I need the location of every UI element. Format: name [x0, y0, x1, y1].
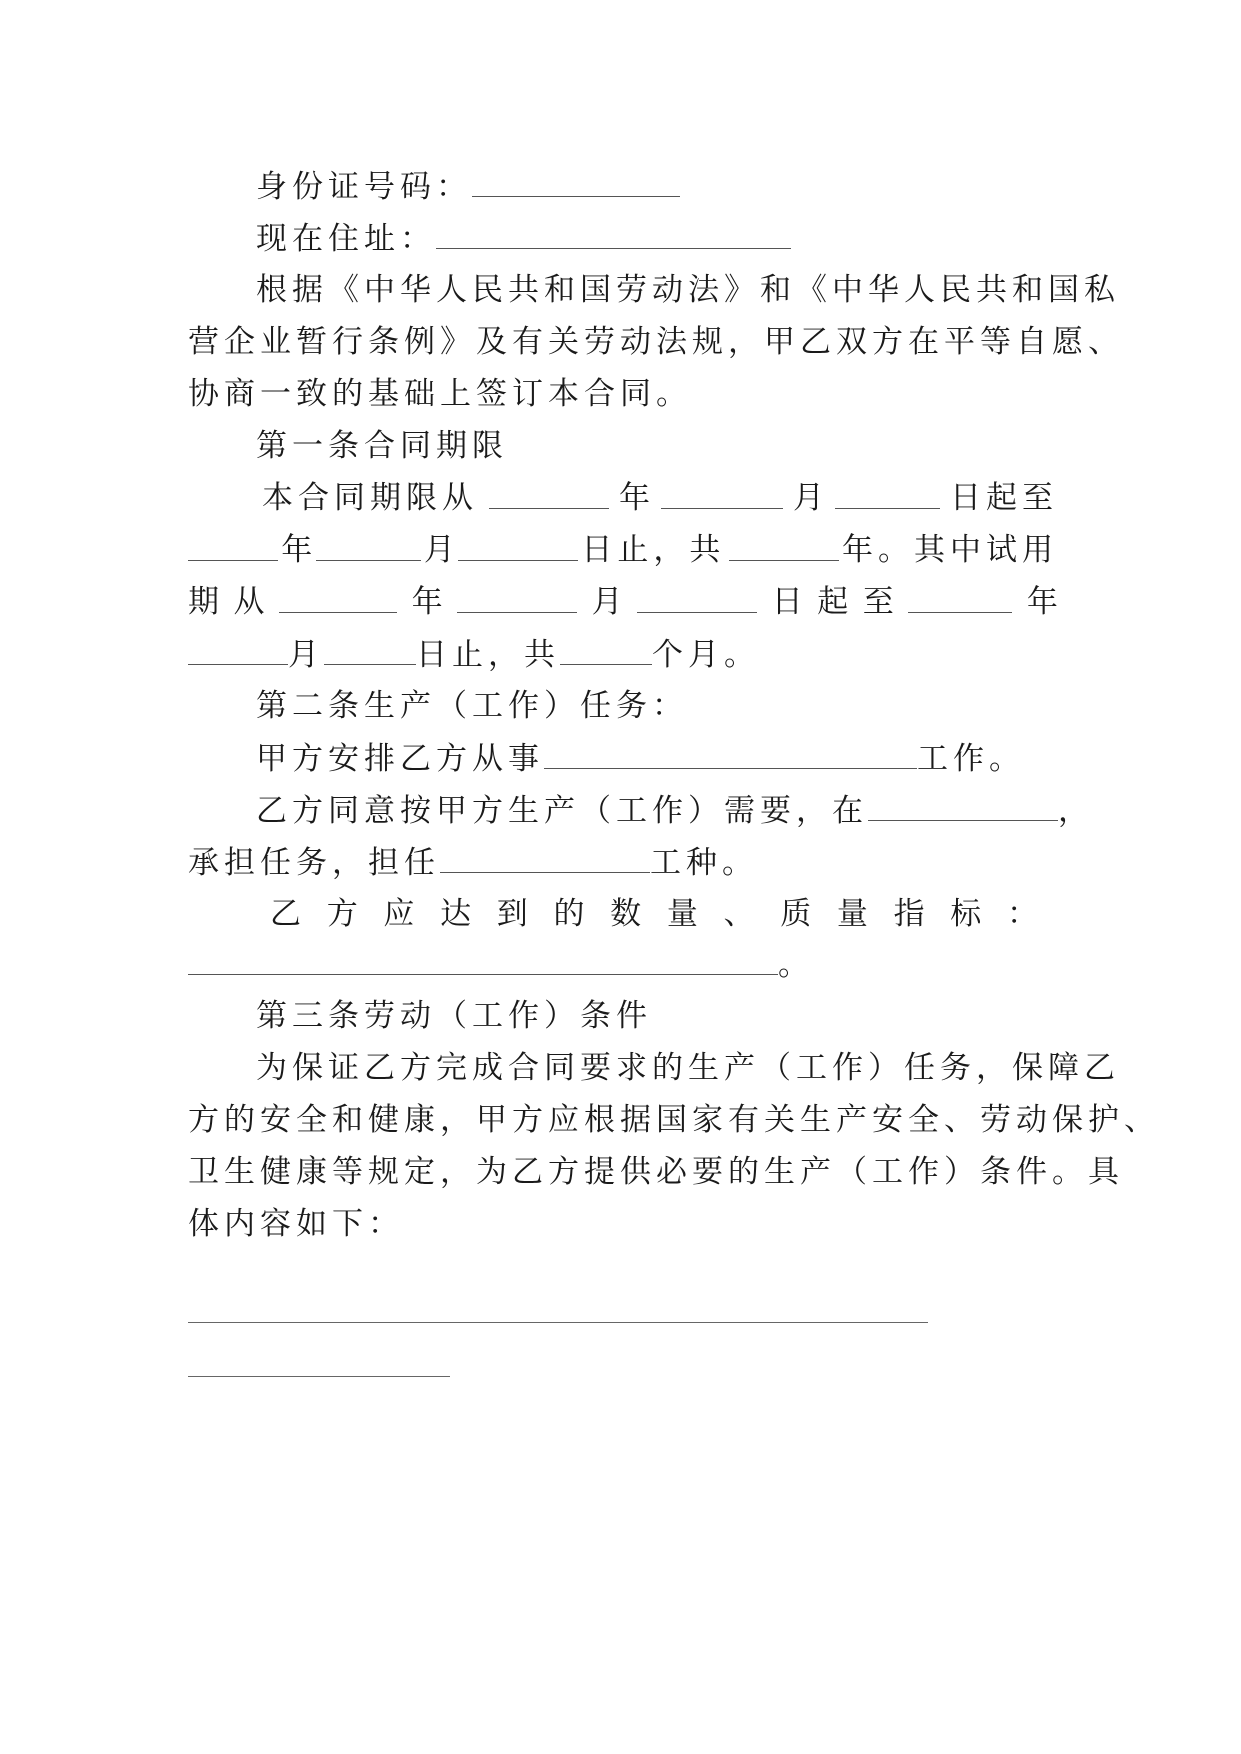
end-day-blank[interactable]: [458, 530, 578, 561]
article-3-line-4: 体内容如下：: [188, 1206, 404, 1242]
text-segment: 日: [771, 584, 803, 620]
preamble-line-3: 协商一致的基础上签订本合同。: [188, 376, 692, 412]
article-2-line-4: [270, 894, 1038, 934]
char: 指: [893, 896, 925, 932]
work-location-blank[interactable]: [868, 790, 1058, 821]
conditions-blank-line-2[interactable]: [188, 1376, 450, 1377]
char: 数: [610, 896, 642, 932]
text-segment: 日止，共: [581, 532, 726, 568]
trial-end-day-blank[interactable]: [324, 634, 416, 665]
preamble-line-2: 营企业暂行条例》及有关劳动法规，甲乙双方在平等自愿、: [188, 324, 1124, 360]
char: 量: [666, 896, 698, 932]
text-segment: 日起至: [950, 480, 1058, 516]
char: 的: [553, 896, 585, 932]
article-3-line-3: 卫生健康等规定，为乙方提供必要的生产（工作）条件。具: [188, 1154, 1124, 1190]
char: 到: [496, 896, 528, 932]
start-year-blank[interactable]: [489, 478, 609, 509]
text-segment: 年: [281, 532, 313, 568]
text-segment: 月: [793, 480, 824, 516]
text-segment: 工种。: [650, 845, 758, 881]
text-segment: 本合同期限从: [262, 480, 478, 516]
article-1-line-4: [188, 634, 1058, 675]
start-month-blank[interactable]: [661, 478, 783, 509]
article-2-line-1: [256, 738, 1058, 779]
text-segment: 个月。: [652, 637, 760, 673]
article-1-line-3: [188, 582, 1058, 622]
article-3-title: 第三条劳动（工作）条件: [256, 998, 652, 1034]
quota-blank[interactable]: [188, 944, 778, 975]
address-line: [256, 218, 1058, 259]
article-2-line-3: [188, 842, 1058, 883]
conditions-blank-line-1[interactable]: [188, 1322, 928, 1323]
text-segment: 日止，共: [416, 637, 560, 673]
text-segment: 期: [188, 584, 219, 620]
text-segment: 年。其中试用: [841, 532, 1058, 568]
article-1-line-2: [188, 530, 1058, 570]
char: 应: [383, 896, 415, 932]
id-number-line: [256, 166, 1058, 207]
char: ：: [1006, 896, 1038, 932]
article-2-line-5: [188, 944, 1058, 985]
id-number-label: 身份证号码：: [256, 169, 472, 205]
trial-end-year-blank[interactable]: [908, 582, 1012, 613]
char: 质: [780, 896, 812, 932]
article-2-line-2: [256, 790, 1094, 831]
trial-start-month-blank[interactable]: [457, 582, 577, 613]
trial-end-month-blank[interactable]: [188, 634, 288, 665]
text-segment: 至: [862, 584, 894, 620]
char: 、: [723, 896, 755, 932]
article-1-title: 第一条合同期限: [256, 428, 508, 464]
text-segment: ，: [1058, 793, 1094, 829]
assigned-work-blank[interactable]: [544, 738, 917, 769]
end-month-blank[interactable]: [316, 530, 421, 561]
text-segment: 承担任务，担任: [188, 845, 440, 881]
article-1-line-1: [262, 478, 1058, 518]
total-years-blank[interactable]: [729, 530, 839, 561]
text-segment: 。: [778, 947, 814, 983]
text-segment: 起: [817, 584, 849, 620]
article-3-line-2: 方的安全和健康，甲方应根据国家有关生产安全、劳动保护、: [188, 1102, 1160, 1138]
text-segment: 月: [423, 532, 455, 568]
id-number-blank[interactable]: [472, 166, 680, 197]
trial-start-year-blank[interactable]: [279, 582, 397, 613]
text-segment: 从: [233, 584, 265, 620]
char: 达: [440, 896, 472, 932]
char: 量: [836, 896, 868, 932]
text-segment: 工作。: [917, 741, 1025, 777]
text-segment: 年: [411, 584, 443, 620]
text-segment: 甲方安排乙方从事: [256, 741, 544, 777]
job-type-blank[interactable]: [440, 842, 650, 873]
trial-start-day-blank[interactable]: [637, 582, 757, 613]
text-segment: 月: [288, 637, 324, 673]
text-segment: 年: [1026, 584, 1058, 620]
char: 标: [950, 896, 982, 932]
address-blank[interactable]: [436, 218, 791, 249]
text-segment: 年: [619, 480, 650, 516]
article-3-line-1: 为保证乙方完成合同要求的生产（工作）任务，保障乙: [256, 1050, 1120, 1086]
char: 乙: [270, 896, 301, 932]
text-segment: 乙方同意按甲方生产（工作）需要，在: [256, 793, 868, 829]
text-segment: 月: [591, 584, 623, 620]
end-year-blank[interactable]: [188, 530, 278, 561]
char: 方: [326, 896, 358, 932]
address-label: 现在住址：: [256, 221, 436, 257]
article-2-title: 第二条生产（工作）任务：: [256, 688, 688, 724]
preamble-line-1: 根据《中华人民共和国劳动法》和《中华人民共和国私: [256, 272, 1120, 308]
trial-months-blank[interactable]: [560, 634, 652, 665]
start-day-blank[interactable]: [835, 478, 940, 509]
